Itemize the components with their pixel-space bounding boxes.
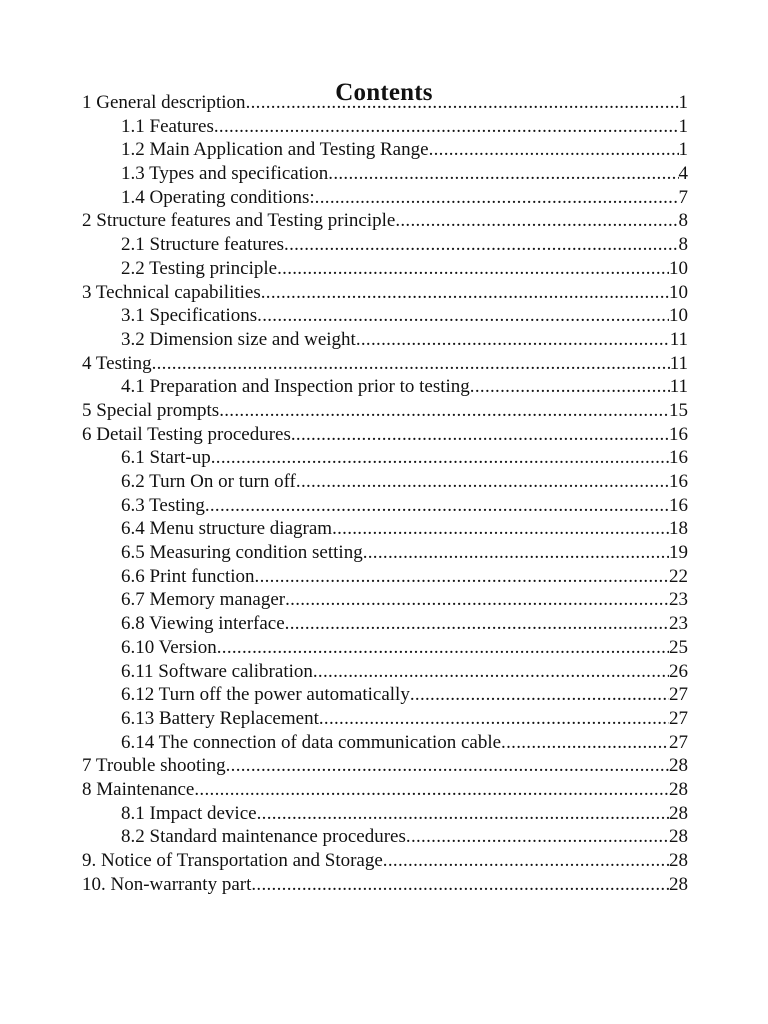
table-of-contents — [82, 91, 688, 896]
toc-subsection-entry — [82, 612, 688, 636]
toc-page-number: 23 — [669, 589, 688, 611]
toc-page-number: 23 — [669, 613, 688, 635]
toc-entry-title: 6.7 Memory manager — [121, 589, 286, 611]
toc-section-entry — [82, 281, 688, 305]
toc-dot-leader — [383, 849, 669, 873]
toc-dot-leader — [406, 825, 669, 849]
toc-subsection-entry — [82, 162, 688, 186]
toc-page-number: 28 — [669, 755, 688, 777]
toc-entry-title: 6.6 Print function — [121, 565, 255, 587]
toc-entry-title: 2.2 Testing principle — [121, 257, 278, 279]
toc-entry-title: 6 Detail Testing procedures — [82, 423, 291, 445]
toc-dot-leader — [315, 186, 679, 210]
toc-entry-title: 3.2 Dimension size and weight — [121, 328, 356, 350]
toc-entry-title: 3.1 Specifications — [121, 305, 258, 327]
toc-entry-title: 6.4 Menu structure diagram — [121, 518, 333, 540]
toc-entry-title: 5 Special prompts — [82, 399, 220, 421]
toc-dot-leader — [284, 233, 678, 257]
toc-dot-leader — [277, 257, 669, 281]
toc-page-number: 16 — [669, 423, 688, 445]
toc-subsection-entry — [82, 115, 688, 139]
toc-dot-leader — [226, 754, 669, 778]
toc-subsection-entry — [82, 375, 688, 399]
toc-subsection-entry — [82, 257, 688, 281]
toc-subsection-entry — [82, 446, 688, 470]
toc-dot-leader — [356, 328, 670, 352]
toc-subsection-entry — [82, 660, 688, 684]
toc-page-number: 7 — [678, 186, 688, 208]
toc-section-entry — [82, 778, 688, 802]
toc-page-number: 1 — [678, 139, 688, 161]
toc-page-number: 8 — [678, 210, 688, 232]
toc-page-number: 16 — [669, 494, 688, 516]
toc-subsection-entry — [82, 304, 688, 328]
toc-page-number: 28 — [669, 778, 688, 800]
toc-dot-leader — [319, 707, 669, 731]
toc-page-number: 11 — [669, 376, 688, 398]
toc-entry-title: 1.1 Features — [121, 115, 214, 137]
toc-entry-title: 1 General description — [82, 92, 246, 113]
toc-page-number: 28 — [669, 873, 688, 895]
toc-dot-leader — [332, 517, 669, 541]
toc-entry-title: 6.10 Version — [121, 636, 217, 658]
toc-page-number: 27 — [669, 707, 688, 729]
toc-entry-title: 1.4 Operating conditions: — [121, 186, 315, 208]
toc-subsection-entry — [82, 825, 688, 849]
toc-entry-title: 4 Testing — [82, 352, 152, 374]
toc-dot-leader — [217, 636, 669, 660]
toc-page-number: 28 — [669, 850, 688, 871]
toc-dot-leader — [501, 731, 669, 755]
toc-dot-leader — [363, 541, 669, 565]
toc-page-number: 16 — [669, 471, 688, 492]
toc-dot-leader — [470, 375, 670, 399]
toc-subsection-entry — [82, 517, 688, 541]
toc-page-number: 27 — [669, 731, 688, 753]
toc-entry-title: 2.1 Structure features — [121, 234, 285, 256]
toc-page-number: 18 — [669, 518, 688, 540]
toc-subsection-entry — [82, 186, 688, 210]
toc-subsection-entry — [82, 731, 688, 755]
toc-dot-leader — [285, 588, 669, 612]
toc-page-number: 8 — [678, 234, 688, 256]
toc-page-number: 4 — [678, 163, 688, 185]
toc-dot-leader — [285, 612, 669, 636]
toc-subsection-entry — [82, 683, 688, 707]
toc-entry-title: 6.3 Testing — [121, 494, 205, 516]
toc-section-entry — [82, 209, 688, 233]
toc-entry-title: 3 Technical capabilities — [82, 281, 261, 303]
toc-section-entry — [82, 399, 688, 423]
toc-page-number: 10 — [669, 305, 688, 327]
toc-entry-title: 6.11 Software calibration — [121, 660, 313, 682]
toc-section-entry — [82, 754, 688, 778]
toc-entry-title: 10. Non-warranty part — [82, 873, 252, 895]
toc-page-number: 27 — [669, 684, 688, 706]
toc-page-number: 11 — [669, 328, 688, 350]
toc-entry-title: 6.13 Battery Replacement — [121, 707, 319, 729]
toc-dot-leader — [211, 446, 669, 470]
toc-entry-title: 9. Notice of Transportation and Storage — [82, 850, 383, 871]
toc-entry-title: 7 Trouble shooting — [82, 755, 226, 777]
toc-entry-title: 6.12 Turn off the power automatically — [121, 684, 410, 706]
toc-subsection-entry — [82, 636, 688, 660]
toc-entry-title: 1.2 Main Application and Testing Range — [121, 139, 429, 161]
toc-entry-title: 8 Maintenance — [82, 778, 195, 800]
toc-section-entry — [82, 873, 688, 897]
toc-dot-leader — [152, 352, 670, 376]
toc-subsection-entry — [82, 802, 688, 826]
toc-dot-leader — [313, 660, 669, 684]
toc-page-number: 26 — [669, 660, 688, 682]
toc-dot-leader — [219, 399, 669, 423]
toc-dot-leader — [296, 470, 669, 494]
toc-page-number: 10 — [669, 281, 688, 303]
toc-dot-leader — [291, 423, 669, 447]
toc-page-number: 10 — [669, 257, 688, 279]
toc-dot-leader — [328, 162, 678, 186]
toc-page-number: 11 — [669, 352, 688, 374]
toc-entry-title: 1.3 Types and specification — [121, 163, 329, 185]
toc-dot-leader — [410, 683, 669, 707]
toc-entry-title: 6.5 Measuring condition setting — [121, 542, 363, 564]
toc-entry-title: 8.2 Standard maintenance procedures — [121, 826, 406, 848]
toc-dot-leader — [255, 565, 669, 589]
toc-dot-leader — [246, 91, 679, 115]
toc-section-entry — [82, 91, 688, 115]
toc-subsection-entry — [82, 588, 688, 612]
toc-page-number: 28 — [669, 826, 688, 848]
toc-page-number: 15 — [669, 399, 688, 421]
toc-subsection-entry — [82, 328, 688, 352]
toc-entry-title: 6.8 Viewing interface — [121, 613, 285, 635]
toc-dot-leader — [257, 802, 669, 826]
toc-entry-title: 6.14 The connection of data communication cable — [121, 731, 502, 753]
toc-section-entry — [82, 352, 688, 376]
toc-subsection-entry — [82, 541, 688, 565]
toc-subsection-entry — [82, 707, 688, 731]
toc-page-number: 25 — [669, 636, 688, 658]
toc-entry-title: 4.1 Preparation and Inspection prior to testing — [121, 376, 470, 398]
toc-dot-leader — [395, 209, 678, 233]
toc-subsection-entry — [82, 138, 688, 162]
toc-page-number: 1 — [678, 92, 688, 113]
toc-entry-title: 6.2 Turn On or turn off — [121, 471, 296, 492]
toc-entry-title: 6.1 Start-up — [121, 447, 211, 469]
toc-page-number: 16 — [669, 447, 688, 469]
toc-subsection-entry — [82, 233, 688, 257]
toc-page-number: 22 — [669, 565, 688, 587]
toc-dot-leader — [429, 138, 679, 162]
toc-page-number: 1 — [678, 115, 688, 137]
toc-dot-leader — [261, 281, 669, 305]
toc-dot-leader — [257, 304, 669, 328]
toc-dot-leader — [194, 778, 669, 802]
toc-subsection-entry — [82, 494, 688, 518]
toc-dot-leader — [251, 873, 669, 897]
toc-subsection-entry — [82, 565, 688, 589]
toc-dot-leader — [214, 115, 679, 139]
toc-subsection-entry — [82, 470, 688, 494]
toc-entry-title: 2 Structure features and Testing principle — [82, 210, 396, 232]
toc-dot-leader — [205, 494, 669, 518]
toc-section-entry — [82, 423, 688, 447]
page-title: Contents — [335, 78, 433, 106]
toc-page-number: 28 — [669, 802, 688, 824]
toc-entry-title: 8.1 Impact device — [121, 802, 257, 824]
toc-section-entry — [82, 849, 688, 873]
toc-page-number: 19 — [669, 542, 688, 564]
